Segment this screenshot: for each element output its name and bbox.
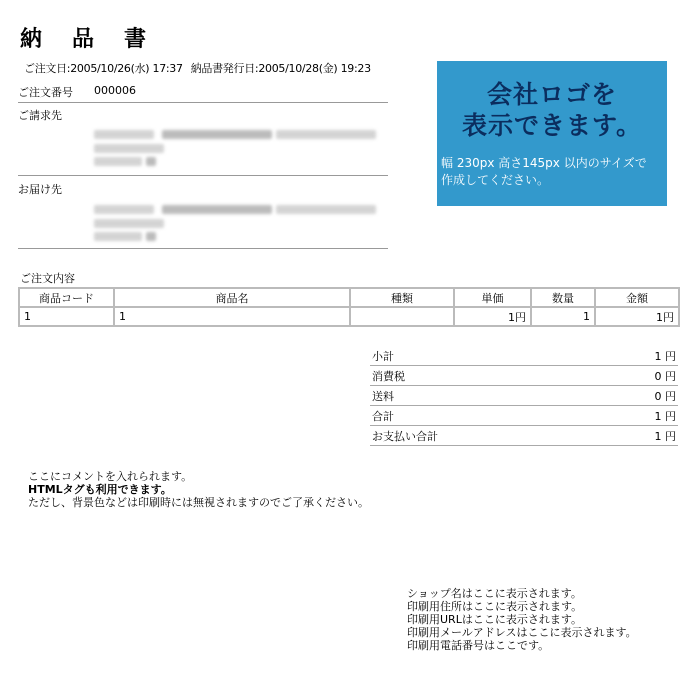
totals-label: 送料 xyxy=(370,386,596,406)
company-logo-placeholder xyxy=(437,61,667,206)
column-header: 金額 xyxy=(595,288,679,307)
redacted-text xyxy=(146,232,156,241)
shipping-label: お届け先 xyxy=(18,183,62,196)
comment-line: HTMLタグも利用できます。 xyxy=(28,483,172,496)
shop-address: 印刷用住所はここに表示されます。 xyxy=(407,600,583,613)
shop-name: ショップ名はここに表示されます。 xyxy=(407,587,582,600)
item-quantity: 1 xyxy=(531,307,595,326)
logo-line-2: 表示できます。 xyxy=(461,111,642,140)
redacted-text xyxy=(94,130,154,139)
item-type xyxy=(350,307,454,326)
totals-table xyxy=(370,346,678,446)
logo-note-line-2: 作成してください。 xyxy=(441,173,550,187)
redacted-text xyxy=(94,157,142,166)
logo-size-note xyxy=(441,155,665,189)
date-line xyxy=(24,60,371,76)
redacted-text xyxy=(162,205,272,214)
redacted-text xyxy=(146,157,156,166)
billing-address xyxy=(18,122,388,176)
column-header: 数量 xyxy=(531,288,595,307)
item-name: 1 xyxy=(114,307,350,326)
item-code: 1 xyxy=(19,307,114,326)
totals-value: 0 円 xyxy=(596,366,678,386)
totals-value: 0 円 xyxy=(596,386,678,406)
redacted-text xyxy=(162,130,272,139)
title-char: 品 xyxy=(72,27,97,52)
redacted-text xyxy=(94,205,154,214)
order-date-label: ご注文日: xyxy=(24,62,71,75)
column-header: 単価 xyxy=(454,288,531,307)
totals-label: 消費税 xyxy=(370,366,596,386)
item-amount: 1円 xyxy=(595,307,679,326)
column-header: 商品コード xyxy=(19,288,114,307)
order-number-label: ご注文番号 xyxy=(18,86,73,99)
shop-info-block xyxy=(407,587,637,652)
totals-label: 合計 xyxy=(370,406,596,426)
comment-line: ここにコメントを入れられます。 xyxy=(28,470,193,483)
issue-date: 2005/10/28(金) 19:23 xyxy=(258,62,371,75)
logo-line-1: 会社ロゴを xyxy=(486,80,617,109)
redacted-text xyxy=(94,232,142,241)
comment-block xyxy=(28,470,369,509)
title-char: 書 xyxy=(124,27,149,52)
totals-row-shipping xyxy=(370,386,678,406)
shipping-address xyxy=(18,196,388,249)
shop-phone: 印刷用電話番号はここです。 xyxy=(407,639,550,652)
totals-row-tax xyxy=(370,366,678,386)
document-title xyxy=(20,22,148,53)
order-number-row xyxy=(18,84,388,103)
redacted-text xyxy=(276,205,376,214)
table-row xyxy=(19,307,679,326)
logo-placeholder-text xyxy=(437,79,667,141)
totals-value: 1 円 xyxy=(596,346,678,366)
totals-label: 小計 xyxy=(370,346,596,366)
redacted-text xyxy=(94,219,164,228)
totals-row-subtotal xyxy=(370,346,678,366)
order-number: 000006 xyxy=(94,84,136,97)
shop-email: 印刷用メールアドレスはここに表示されます。 xyxy=(407,626,637,639)
item-price: 1円 xyxy=(454,307,531,326)
totals-value: 1 円 xyxy=(596,426,678,446)
totals-value: 1 円 xyxy=(596,406,678,426)
billing-label: ご請求先 xyxy=(18,109,62,122)
order-items-label: ご注文内容 xyxy=(20,272,75,285)
column-header: 種類 xyxy=(350,288,454,307)
logo-note-line-1: 幅 230px 高さ145px 以内のサイズで xyxy=(441,156,647,170)
issue-date-label: 納品書発行日: xyxy=(190,62,259,75)
title-char: 納 xyxy=(20,27,45,52)
totals-row-total xyxy=(370,406,678,426)
comment-line: ただし、背景色などは印刷時には無視されますのでご了承ください。 xyxy=(28,496,369,509)
shop-url: 印刷用URLはここに表示されます。 xyxy=(407,613,582,626)
order-date: 2005/10/26(水) 17:37 xyxy=(70,62,183,75)
totals-row-payment-total xyxy=(370,426,678,446)
redacted-text xyxy=(276,130,376,139)
column-header: 商品名 xyxy=(114,288,350,307)
redacted-text xyxy=(94,144,164,153)
order-items-table xyxy=(18,287,680,327)
table-header-row xyxy=(19,288,679,307)
totals-label: お支払い合計 xyxy=(370,426,596,446)
